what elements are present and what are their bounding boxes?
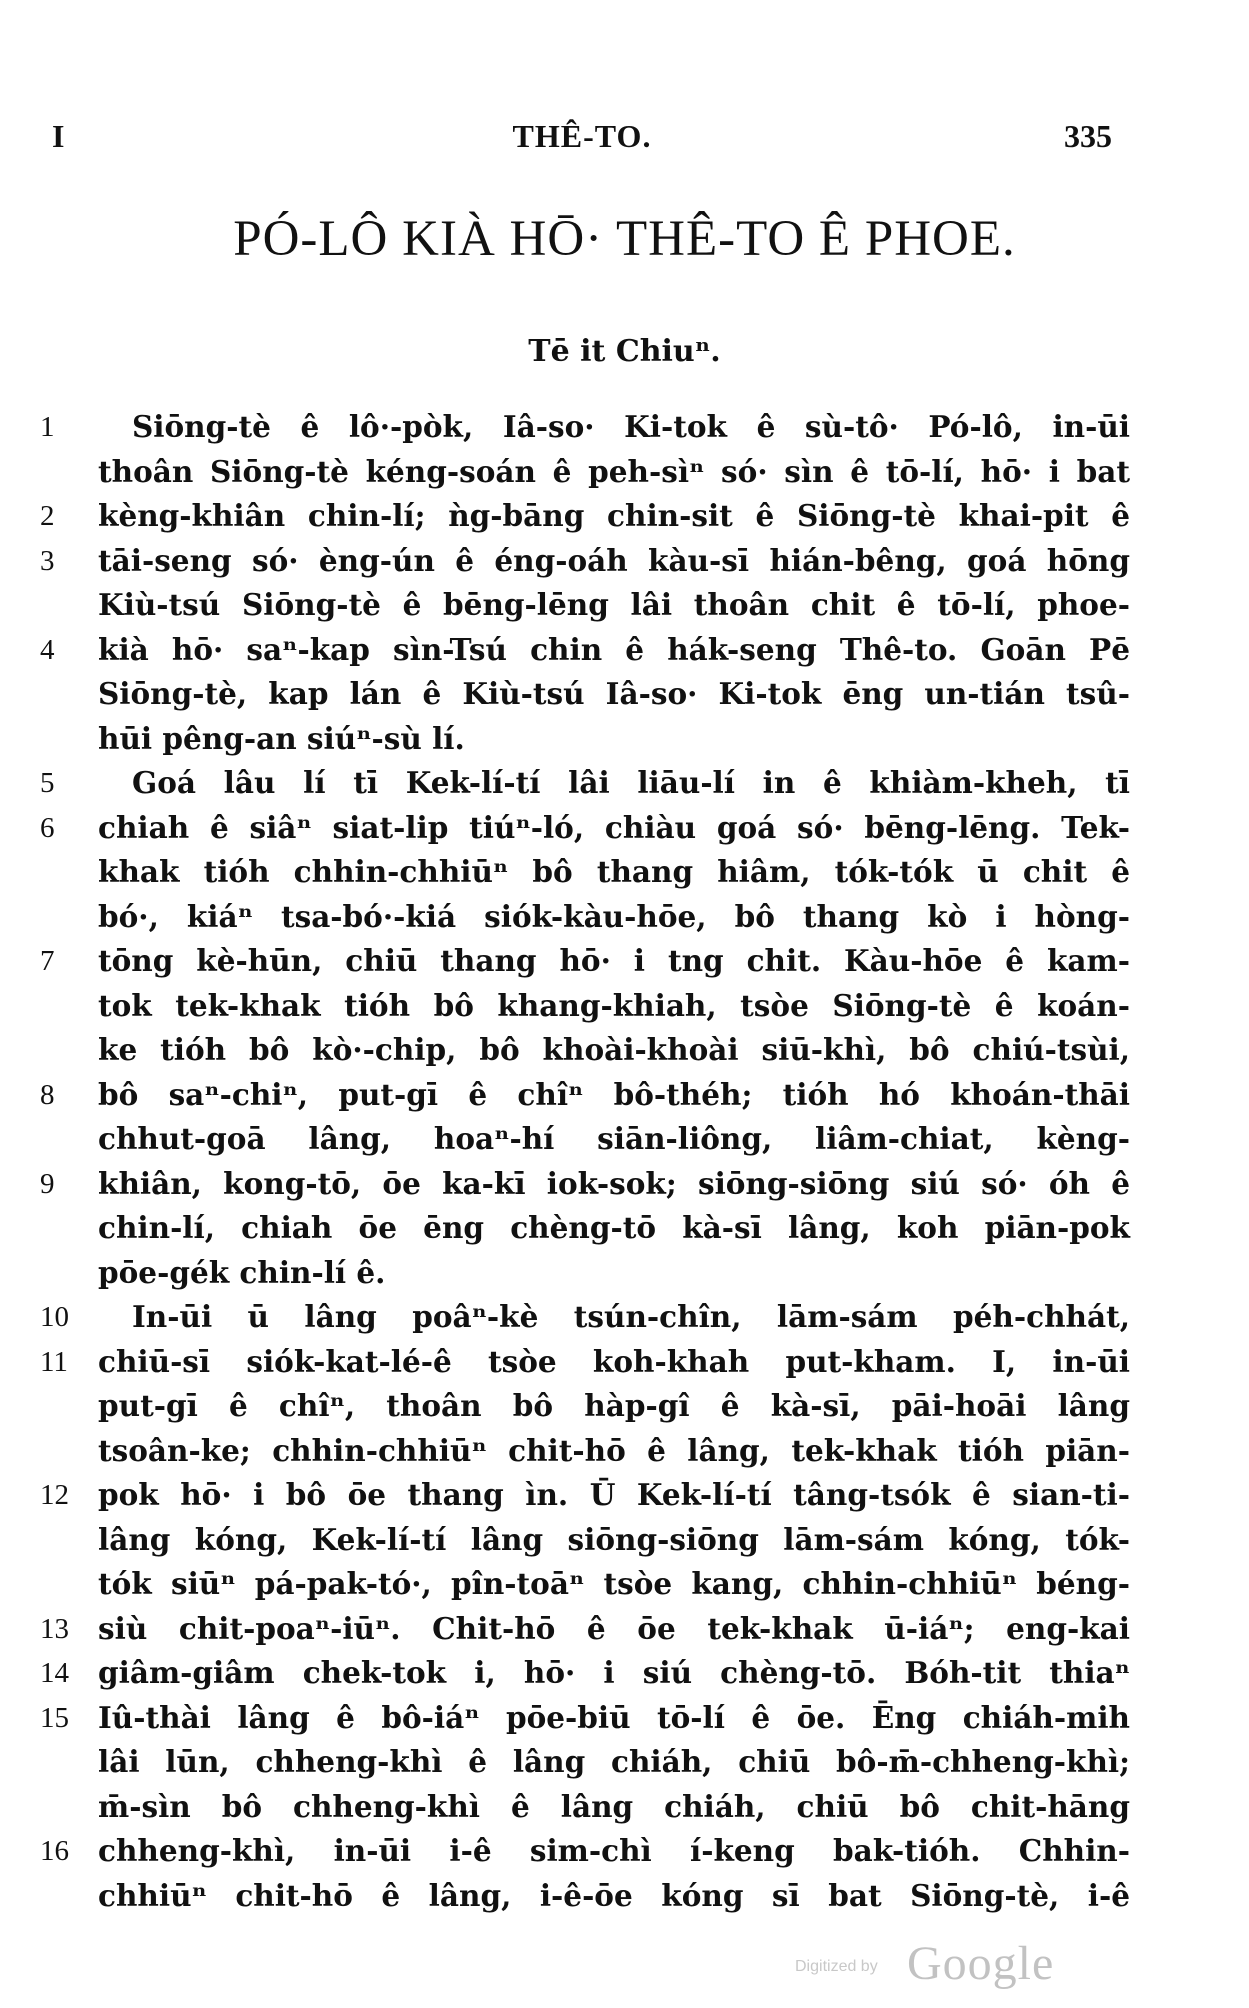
line-text: chheng-khì, in-ūi i-ê sim-chì í-keng bak-tióh. Chhin- <box>98 1833 1130 1868</box>
verse-number: 2 <box>40 500 55 532</box>
line-text: tōng kè-hūn, chiū thang hō· i tng chit. Kàu-hōe ê kam- <box>98 943 1130 978</box>
verse-number: 4 <box>40 633 55 666</box>
line-text: chiū-sī siók-kat-lé-ê tsòe koh-khah put-kham. I, in-ūi <box>98 1343 1130 1379</box>
verse-number: 6 <box>40 811 55 844</box>
text-line <box>40 450 1130 495</box>
text-line <box>40 628 1130 673</box>
verse-number: 16 <box>40 1835 69 1867</box>
line-text: siù chit-poaⁿ-iūⁿ. Chit-hō ê ōe tek-khak ū-iáⁿ; eng-kai <box>98 1610 1130 1646</box>
line-text: pōe-gék chin-lí ê. <box>98 1254 386 1290</box>
scripture-text <box>40 405 1130 1918</box>
section-number: I <box>52 118 65 154</box>
text-line <box>40 1206 1130 1251</box>
text-line <box>40 672 1130 717</box>
chapter-heading: Tē it Chiuⁿ. <box>528 334 721 369</box>
line-text: lâi lūn, chheng-khì ê lâng chiáh, chiū bô-m̄-chheng-khì; <box>98 1744 1130 1779</box>
text-line <box>40 539 1130 584</box>
line-text: tsoân-ke; chhin-chhiūⁿ chit-hō ê lâng, tek-khak tióh piān- <box>98 1432 1130 1468</box>
text-line <box>40 939 1130 984</box>
text-line <box>40 1073 1130 1118</box>
line-text: Goá lâu lí tī Kek-lí-tí lâi liāu-lí in ê khiàm-kheh, tī <box>132 765 1130 800</box>
text-line <box>40 1696 1130 1741</box>
epistle-title: PÓ-LÔ KIÀ HŌ· THÊ-TO Ê PHOE. <box>233 211 1016 267</box>
line-text: tāi-seng só· èng-ún ê éng-oáh kàu-sī hián-bêng, goá hōng <box>98 542 1130 578</box>
line-text: kèng-khiân chin-lí; ǹg-bāng chin-sit ê Siōng-tè khai-pit ê <box>98 498 1130 533</box>
line-text: tok tek-khak tióh bô khang-khiah, tsòe Siōng-tè ê koán- <box>98 987 1130 1023</box>
line-text: thoân Siōng-tè kéng-soán ê peh-sìⁿ só· sìn ê tō-lí, hō· i bat <box>98 453 1130 489</box>
line-text: chhut-goā lâng, hoaⁿ-hí siān-liông, liâm-chiat, kèng- <box>98 1121 1130 1156</box>
text-line <box>40 1295 1130 1340</box>
text-line <box>40 850 1130 895</box>
line-text: pok hō· i bô ōe thang ìn. Ū Kek-lí-tí tâng-tsók ê sian-ti- <box>98 1477 1130 1512</box>
line-text: In-ūi ū lâng poâⁿ-kè tsún-chîn, lām-sám péh-chhát, <box>132 1299 1130 1334</box>
text-line <box>40 895 1130 940</box>
text-line <box>40 405 1130 450</box>
text-line <box>40 1607 1130 1652</box>
watermark-prefix: Digitized by <box>795 1958 878 1975</box>
line-text: m̄-sìn bô chheng-khì ê lâng chiáh, chiū bô chit-hāng <box>98 1788 1130 1824</box>
verse-number: 11 <box>40 1345 68 1378</box>
line-text: Siōng-tè ê lô·-pòk, Iâ-so· Ki-tok ê sù-tô· Pó-lô, in-ūi <box>132 409 1130 444</box>
line-text: lâng kóng, Kek-lí-tí lâng siōng-siōng lām-sám kóng, tók- <box>98 1521 1130 1557</box>
line-text: khak tióh chhin-chhiūⁿ bô thang hiâm, tók-tók ū chit ê <box>98 854 1130 889</box>
watermark-brand: Google <box>907 1937 1055 1990</box>
text-line <box>40 1562 1130 1607</box>
text-line <box>40 717 1130 762</box>
verse-number: 7 <box>40 945 55 977</box>
line-text: hūi pêng-an siúⁿ-sù lí. <box>98 720 465 756</box>
text-line <box>40 1384 1130 1429</box>
line-text: Kiù-tsú Siōng-tè ê bēng-lēng lâi thoân chit ê tō-lí, phoe- <box>98 587 1130 622</box>
text-line <box>40 583 1130 628</box>
text-line <box>40 1785 1130 1830</box>
line-text: khiân, kong-tō, ōe ka-kī iok-sok; siōng-siōng siú só· óh ê <box>98 1165 1130 1201</box>
verse-number: 3 <box>40 544 55 577</box>
line-text: put-gī ê chîⁿ, thoân bô hàp-gî ê kà-sī, pāi-hoāi lâng <box>98 1388 1130 1423</box>
line-text: ke tióh bô kò·-chip, bô khoài-khoài siū-khì, bô chiú-tsùi, <box>98 1032 1130 1067</box>
text-line <box>40 1473 1130 1518</box>
verse-number: 15 <box>40 1701 69 1734</box>
running-title: THÊ-TO. <box>512 118 652 154</box>
text-line <box>40 761 1130 806</box>
digitized-watermark <box>795 1936 1055 1996</box>
line-text: Siōng-tè, kap lán ê Kiù-tsú Iâ-so· Ki-tok ēng un-tián tsû- <box>98 676 1130 711</box>
verse-number: 5 <box>40 767 55 799</box>
line-text: tók siūⁿ pá-pak-tó·, pîn-toāⁿ tsòe kang, chhin-chhiūⁿ béng- <box>98 1566 1130 1601</box>
text-line <box>40 1874 1130 1919</box>
text-line <box>40 1162 1130 1207</box>
page-number: 335 <box>1064 118 1112 154</box>
text-line <box>40 806 1130 851</box>
text-line <box>40 494 1130 539</box>
text-line <box>40 1429 1130 1474</box>
verse-number: 8 <box>40 1078 55 1111</box>
line-text: chin-lí, chiah ōe ēng chèng-tō kà-sī lâng, koh piān-pok <box>98 1210 1130 1245</box>
verse-number: 13 <box>40 1612 69 1645</box>
text-line <box>40 1518 1130 1563</box>
text-line <box>40 1117 1130 1162</box>
verse-number: 1 <box>40 411 55 443</box>
line-text: bô saⁿ-chiⁿ, put-gī ê chîⁿ bô-théh; tióh hó khoán-thāi <box>98 1076 1130 1112</box>
line-text: chiah ê siâⁿ siat-lip tiúⁿ-ló, chiàu goá só· bēng-lēng. Tek- <box>98 809 1130 845</box>
line-text: giâm-giâm chek-tok i, hō· i siú chèng-tō. Bóh-tit thiaⁿ <box>98 1655 1130 1690</box>
running-head <box>52 118 1112 162</box>
text-line <box>40 1251 1130 1296</box>
text-line <box>40 1028 1130 1073</box>
text-line <box>40 1829 1130 1874</box>
verse-number: 10 <box>40 1301 69 1333</box>
text-line <box>40 1740 1130 1785</box>
text-line <box>40 1340 1130 1385</box>
line-text: kià hō· saⁿ-kap sìn-Tsú chin ê hák-seng Thê-to. Goān Pē <box>98 631 1130 667</box>
verse-number: 12 <box>40 1479 69 1511</box>
text-line <box>40 984 1130 1029</box>
text-line <box>40 1651 1130 1696</box>
verse-number: 14 <box>40 1657 69 1689</box>
verse-number: 9 <box>40 1167 55 1200</box>
line-text: bó·, kiáⁿ tsa-bó·-kiá siók-kàu-hōe, bô thang kò i hòng- <box>98 898 1130 934</box>
line-text: chhiūⁿ chit-hō ê lâng, i-ê-ōe kóng sī bat Siōng-tè, i-ê <box>98 1877 1130 1913</box>
line-text: Iû-thài lâng ê bô-iáⁿ pōe-biū tō-lí ê ōe. Ēng chiáh-mih <box>98 1699 1130 1735</box>
